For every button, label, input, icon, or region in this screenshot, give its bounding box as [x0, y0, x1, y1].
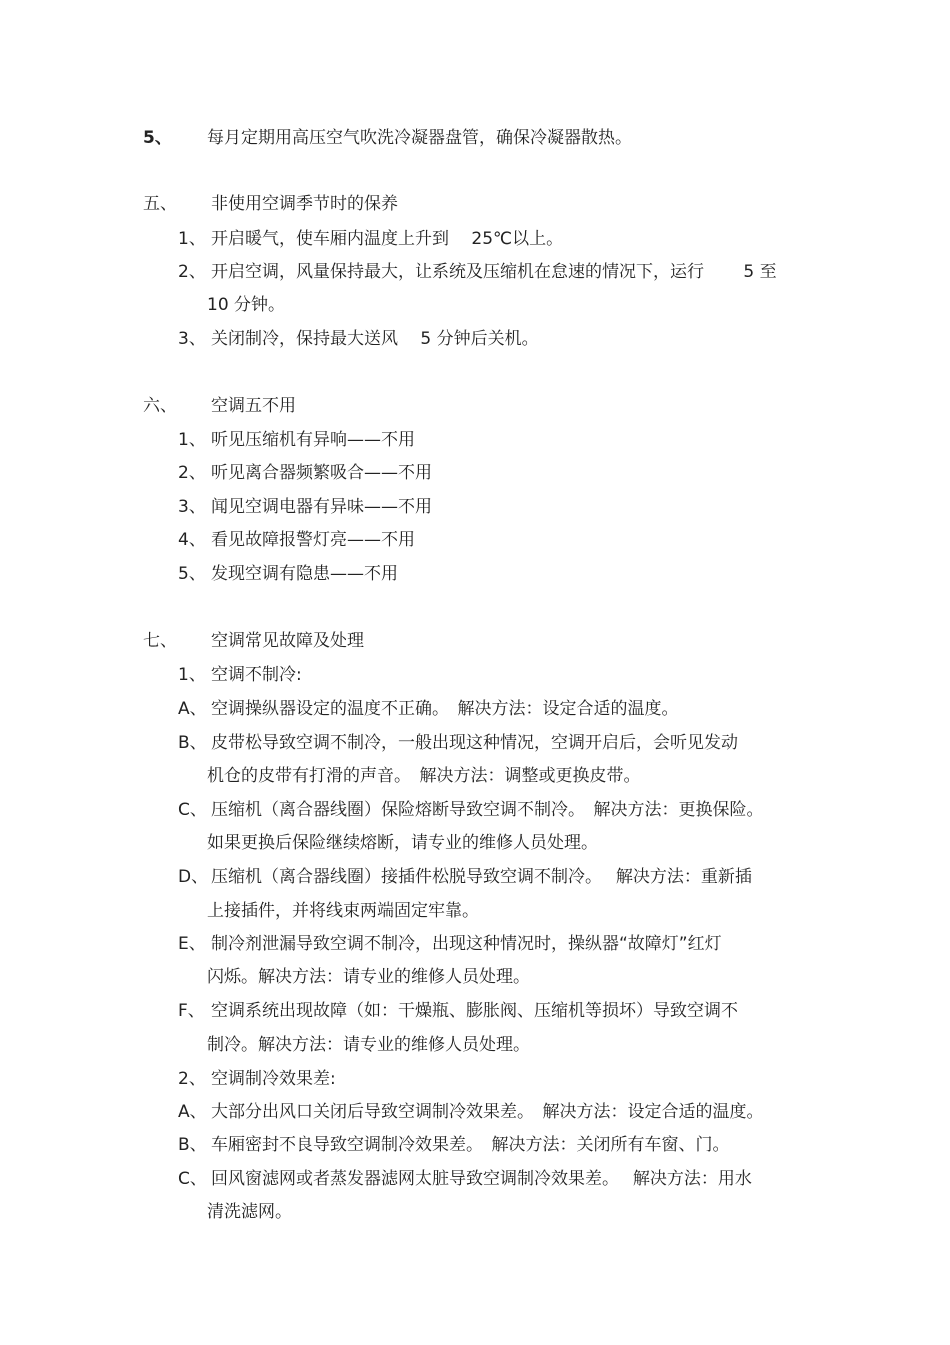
item-text: 每月定期用高压空气吹洗冷凝器盘管，确保冷凝器散热。: [207, 128, 632, 148]
list-item-number: A、: [178, 1102, 207, 1122]
subsection-title: 空调制冷效果差:: [211, 1069, 336, 1089]
list-item-continuation: 上接插件，并将线束两端固定牢靠。: [207, 901, 479, 921]
list-item-number: D、: [178, 867, 209, 887]
item-number: 5、: [143, 128, 172, 148]
list-item-continuation: 清洗滤网。: [207, 1202, 292, 1222]
list-item-number: 1、: [178, 430, 206, 450]
list-item-number: 5、: [178, 564, 206, 584]
list-item-text: 发现空调有隐患——不用: [211, 564, 398, 584]
list-item-text: 开启空调，风量保持最大，让系统及压缩机在怠速的情况下，运行 5 至: [211, 262, 777, 282]
list-item-continuation: 10 分钟。: [207, 295, 286, 315]
list-item-number: A、: [178, 699, 207, 719]
list-item-continuation: 机仓的皮带有打滑的声音。 解决方法：调整或更换皮带。: [207, 766, 641, 786]
section-number: 六、: [143, 396, 177, 416]
list-item-text: 压缩机（离合器线圈）保险熔断导致空调不制冷。 解决方法：更换保险。: [211, 800, 764, 820]
list-item-text: 听见压缩机有异响——不用: [211, 430, 415, 450]
list-item-text: 空调系统出现故障（如：干燥瓶、膨胀阀、压缩机等损坏）导致空调不: [211, 1001, 738, 1021]
list-item-number: 3、: [178, 329, 206, 349]
section-number: 七、: [143, 631, 177, 651]
list-item-number: 4、: [178, 530, 206, 550]
subsection-number: 2、: [178, 1069, 206, 1089]
list-item-number: B、: [178, 733, 207, 753]
list-item-number: F、: [178, 1001, 205, 1021]
list-item-number: 3、: [178, 497, 206, 517]
list-item-text: 回风窗滤网或者蒸发器滤网太脏导致空调制冷效果差。 解决方法：用水: [211, 1169, 752, 1189]
list-item-number: 2、: [178, 463, 206, 483]
section-title: 空调五不用: [211, 396, 296, 416]
list-item-text: 制冷剂泄漏导致空调不制冷，出现这种情况时，操纵器“故障灯”红灯: [211, 934, 722, 954]
list-item-text: 大部分出风口关闭后导致空调制冷效果差。 解决方法：设定合适的温度。: [211, 1102, 764, 1122]
list-item-number: 1、: [178, 229, 206, 249]
list-item-text: 闻见空调电器有异味——不用: [211, 497, 432, 517]
list-item-text: 皮带松导致空调不制冷，一般出现这种情况，空调开启后，会听见发动: [211, 733, 738, 753]
section-title: 空调常见故障及处理: [211, 631, 364, 651]
list-item-continuation: 制冷。解决方法：请专业的维修人员处理。: [207, 1035, 530, 1055]
list-item-text: 车厢密封不良导致空调制冷效果差。 解决方法：关闭所有车窗、门。: [211, 1135, 730, 1155]
list-item-text: 听见离合器频繁吸合——不用: [211, 463, 432, 483]
list-item-number: B、: [178, 1135, 207, 1155]
section-number: 五、: [143, 194, 177, 214]
subsection-title: 空调不制冷:: [211, 665, 302, 685]
list-item-text: 看见故障报警灯亮——不用: [211, 530, 415, 550]
list-item-text: 开启暖气，使车厢内温度上升到 25℃以上。: [211, 229, 564, 249]
section-title: 非使用空调季节时的保养: [211, 194, 398, 214]
list-item-continuation: 闪烁。解决方法：请专业的维修人员处理。: [207, 967, 530, 987]
list-item-text: 空调操纵器设定的温度不正确。 解决方法：设定合适的温度。: [211, 699, 679, 719]
list-item-text: 压缩机（离合器线圈）接插件松脱导致空调不制冷。 解决方法：重新插: [211, 867, 752, 887]
list-item-number: C、: [178, 800, 207, 820]
list-item-number: 2、: [178, 262, 206, 282]
list-item-continuation: 如果更换后保险继续熔断，请专业的维修人员处理。: [207, 833, 598, 853]
list-item-text: 关闭制冷，保持最大送风 5 分钟后关机。: [211, 329, 539, 349]
subsection-number: 1、: [178, 665, 206, 685]
list-item-number: E、: [178, 934, 206, 954]
list-item-number: C、: [178, 1169, 207, 1189]
